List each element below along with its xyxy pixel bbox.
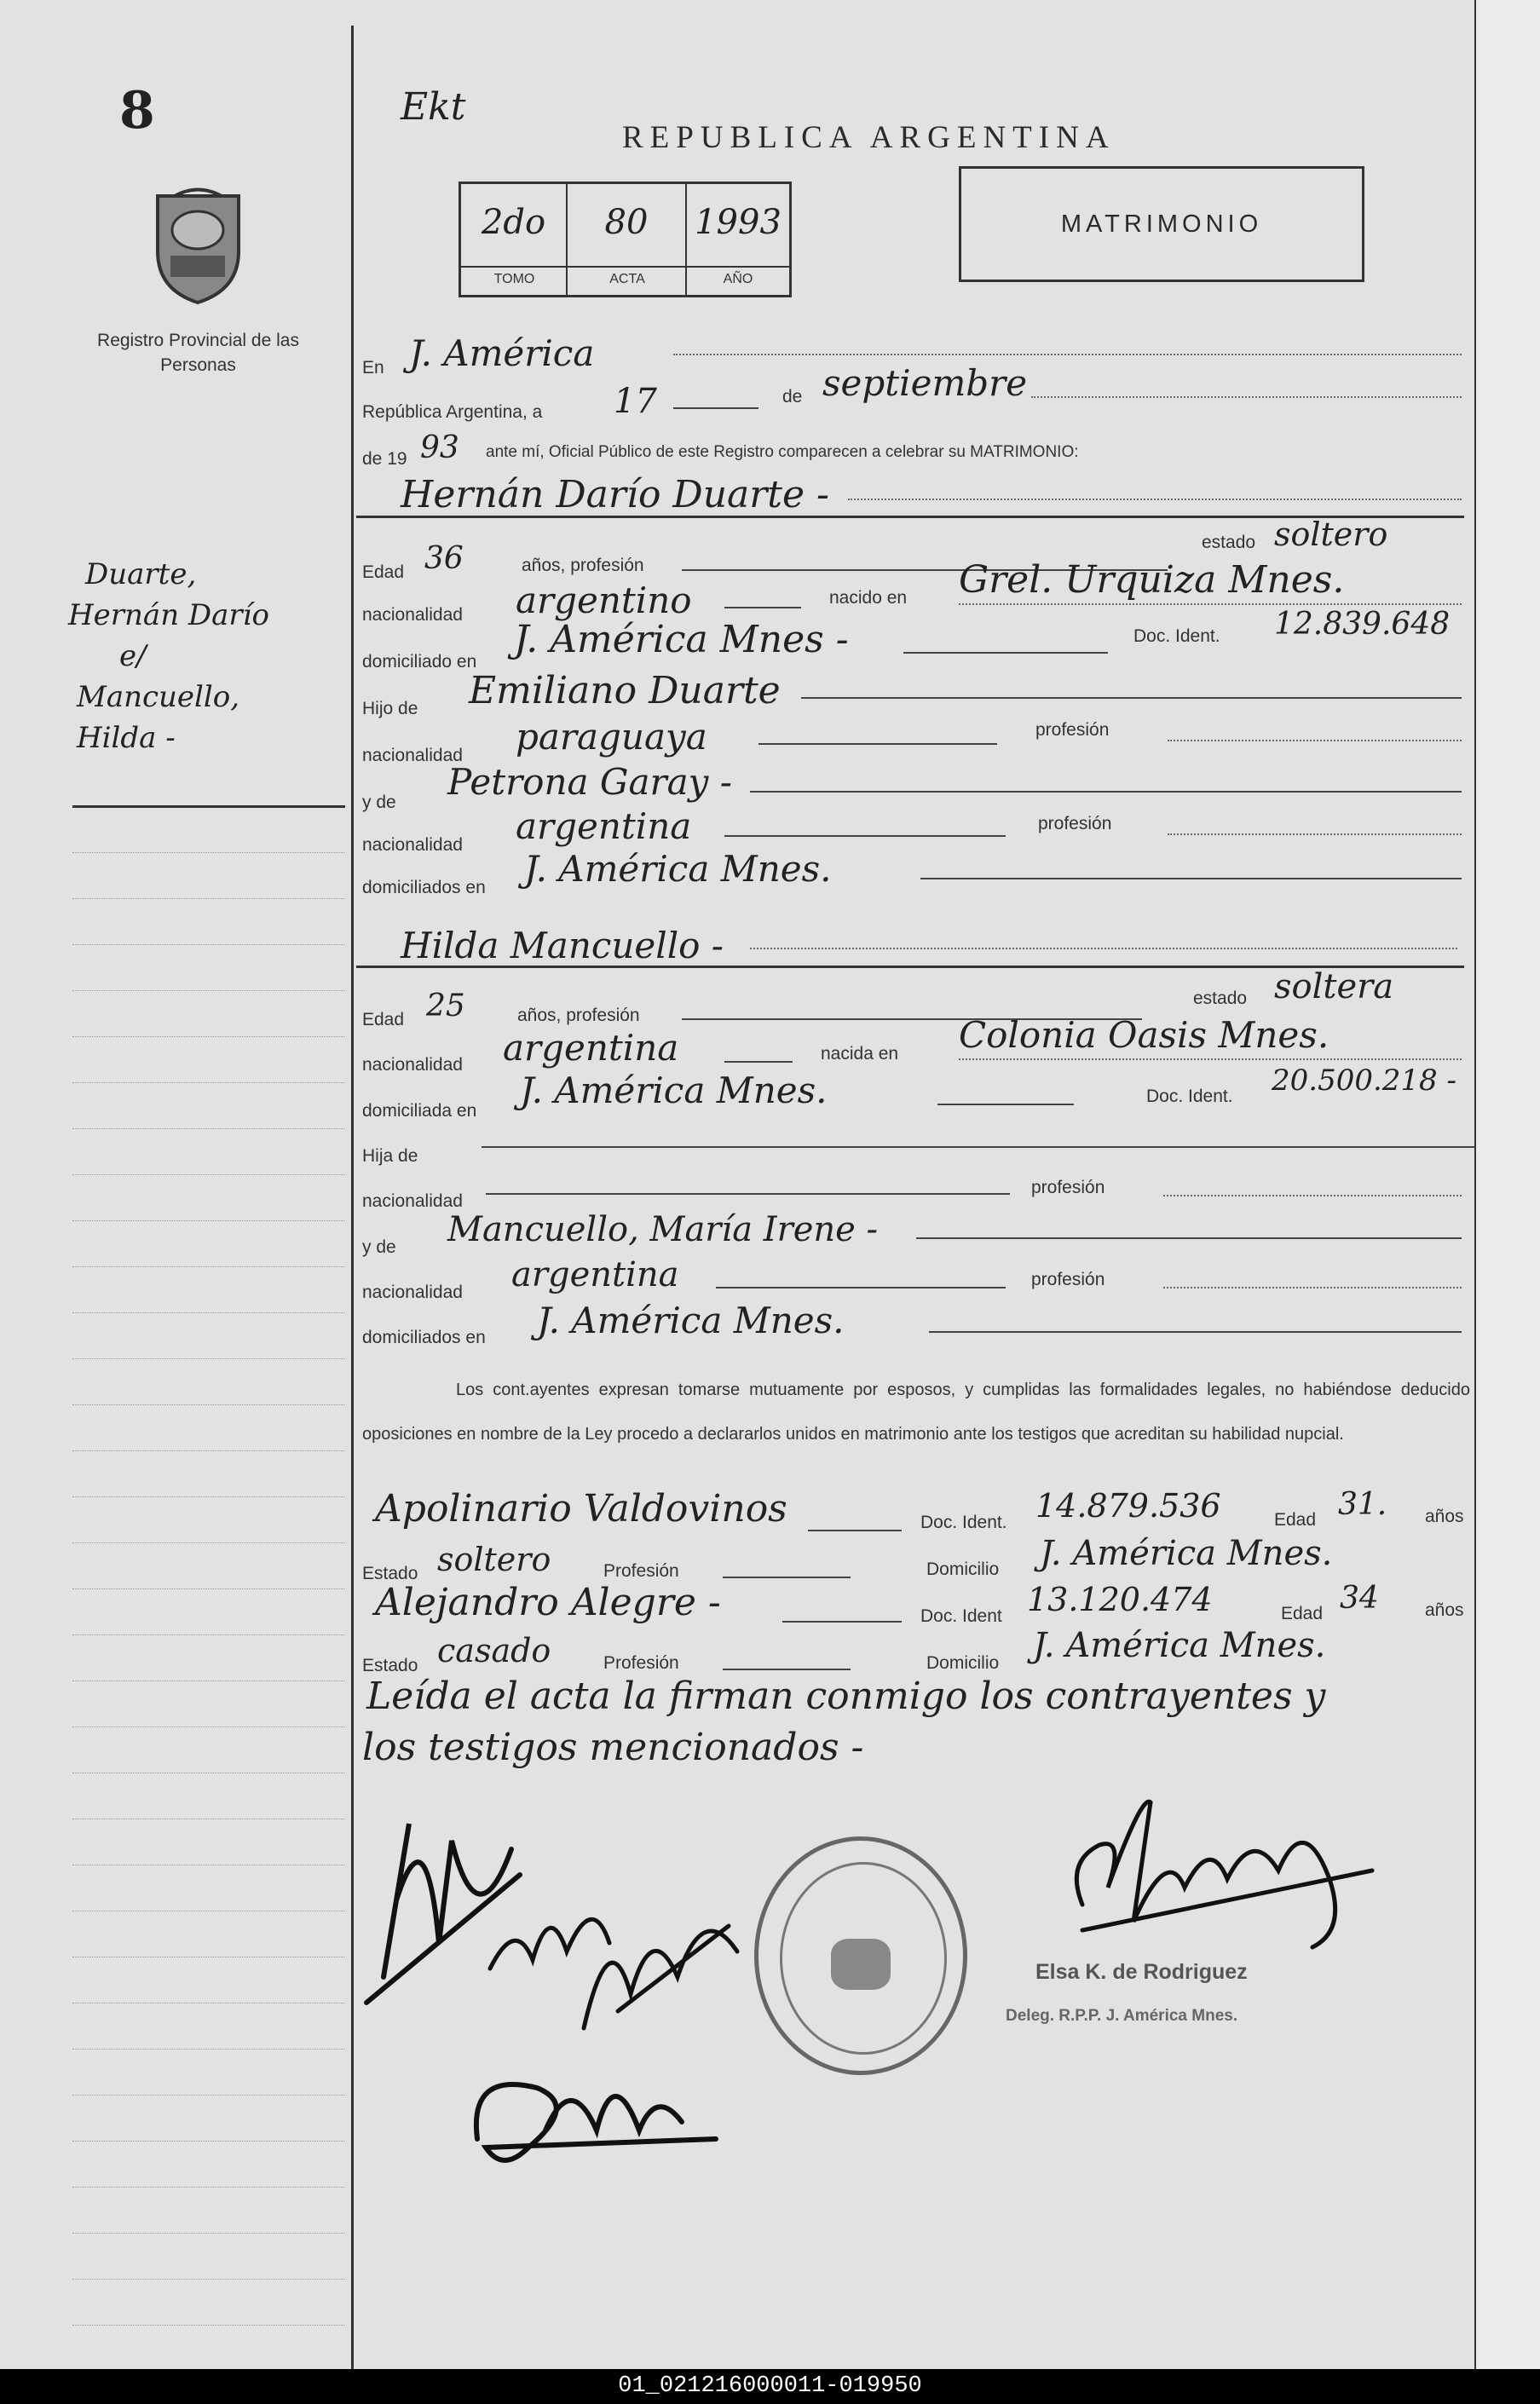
margin-ruled-line (72, 1036, 345, 1037)
groom-father-profesion-label: profesión (1035, 720, 1110, 740)
witness1-estado-label: Estado (362, 1564, 418, 1583)
bride-mother-nac: argentina (511, 1255, 679, 1294)
witness1-estado: soltero (437, 1541, 551, 1578)
groom-y-de-label: y de (362, 793, 396, 812)
margin-rule (351, 26, 354, 2369)
month-value: septiembre (822, 362, 1028, 404)
groom-anos-profesion-label: años, profesión (522, 556, 644, 575)
groom-edad-label: Edad (362, 562, 405, 582)
margin-note-line: Hilda - (77, 721, 176, 755)
margin-note-line: e/ (119, 639, 147, 673)
bride-estado-label: estado (1193, 989, 1248, 1008)
margin-ruled-line (72, 1174, 345, 1175)
margin-ruled-line (72, 2095, 345, 2096)
margin-ruled-line (72, 1496, 345, 1497)
republica-label: República Argentina, a (362, 402, 543, 422)
groom-nac-label: nacionalidad (362, 605, 463, 625)
bride-domiciliados-label: domiciliados en (362, 1328, 486, 1347)
groom-domiciliado-label: domiciliado en (362, 652, 477, 672)
acta-value: 80 (604, 203, 649, 242)
margin-ruled-line (72, 1220, 345, 1221)
margin-note-line: Mancuello, (77, 680, 240, 714)
margin-ruled-line (72, 1680, 345, 1681)
margin-ruled-line (72, 2187, 345, 2188)
record-type-box: MATRIMONIO (959, 166, 1364, 282)
ano-value: 1993 (695, 203, 782, 242)
groom-nacido: Grel. Urquiza Mnes. (959, 558, 1345, 602)
en-label: En (362, 358, 384, 378)
officer-name: Elsa K. de Rodriguez (1035, 1960, 1248, 1984)
groom-mother-nac: argentina (516, 805, 692, 847)
witness1-doc-label: Doc. Ident. (920, 1513, 1007, 1532)
groom-parents-domicilio: J. América Mnes. (524, 848, 832, 890)
margin-ruled-line (72, 852, 345, 853)
witness2-doc: 13.120.474 (1027, 1581, 1213, 1618)
margin-ruled-line (72, 2325, 345, 2326)
ano-label: AÑO (723, 272, 753, 286)
witness2-domicilio: J. América Mnes. (1033, 1626, 1326, 1665)
witness1-edad-label: Edad (1274, 1510, 1317, 1530)
margin-ruled-line (72, 1082, 345, 1083)
bride-mother: Mancuello, María Irene - (447, 1210, 879, 1249)
page-edge (1474, 0, 1540, 2369)
bride-name: Hilda Mancuello - (401, 925, 724, 966)
margin-ruled-line (72, 944, 345, 945)
groom-estado: soltero (1274, 516, 1388, 553)
witness2-profesion-label: Profesión (603, 1653, 679, 1673)
groom-father: Emiliano Duarte (469, 669, 781, 712)
bride-edad-label: Edad (362, 1010, 405, 1029)
witness1-anos-label: años (1425, 1507, 1464, 1526)
witness-signature (460, 2037, 741, 2182)
page-number: 8 (119, 81, 155, 141)
witness2-anos-label: años (1425, 1600, 1464, 1620)
margin-ruled-line (72, 1128, 345, 1129)
bride-nacionalidad2-label: nacionalidad (362, 1191, 463, 1211)
margin-note-line: Duarte, (85, 557, 197, 591)
bride-mother-nac-label: nacionalidad (362, 1283, 463, 1302)
margin-ruled-line (72, 898, 345, 899)
margin-ruled-line (72, 1266, 345, 1267)
margin-ruled-line (72, 2141, 345, 2142)
groom-doc-label: Doc. Ident. (1133, 626, 1220, 646)
witness2-edad: 34 (1340, 1581, 1379, 1616)
margin-ruled-line (72, 1542, 345, 1543)
bride-signature (482, 1866, 754, 2045)
groom-father-nac: paraguaya (516, 716, 707, 758)
witness2-estado-label: Estado (362, 1656, 418, 1675)
margin-ruled-line (72, 1358, 345, 1359)
groom-estado-label: estado (1202, 533, 1256, 552)
tomo-acta-ano-box (459, 182, 792, 297)
registry-name: Registro Provincial de las Personas (97, 331, 299, 375)
bride-parents-domicilio: J. América Mnes. (537, 1300, 845, 1341)
margin-note-line: Hernán Darío (68, 598, 270, 632)
witness1-domicilio: J. América Mnes. (1040, 1534, 1333, 1573)
groom-domiciliados-label: domiciliados en (362, 878, 486, 897)
groom-doc: 12.839.648 (1274, 607, 1451, 642)
bride-anos-profesion-label: años, profesión (517, 1006, 640, 1025)
bride-doc: 20.500.218 - (1272, 1064, 1456, 1098)
header-note: Ekt (401, 85, 466, 129)
de-label: de (782, 387, 803, 406)
country-title: REPUBLICA ARGENTINA (622, 120, 1116, 155)
witness2-domicilio-label: Domicilio (926, 1653, 1000, 1673)
bride-nacionalidad: argentina (503, 1027, 679, 1069)
closing-line-1: Leída el acta la firman conmigo los contrayentes y (366, 1675, 1326, 1718)
bride-father-profesion-label: profesión (1031, 1178, 1105, 1197)
witness1-domicilio-label: Domicilio (926, 1559, 1000, 1579)
margin-ruled-line (72, 2233, 345, 2234)
groom-nacido-label: nacido en (829, 588, 908, 608)
margin-ruled-line (72, 1450, 345, 1451)
footer-id: 01_021216000011-019950 (0, 2369, 1540, 2404)
bride-nacida-label: nacida en (821, 1044, 899, 1064)
bride-mother-profesion-label: profesión (1031, 1270, 1105, 1289)
bride-domicilio: J. América Mnes. (520, 1069, 828, 1111)
witness1-profesion-label: Profesión (603, 1561, 679, 1581)
acta-label: ACTA (609, 272, 645, 286)
bride-y-de-label: y de (362, 1237, 396, 1257)
groom-mother-nac-label: nacionalidad (362, 835, 463, 855)
groom-name: Hernán Darío Duarte - (401, 473, 829, 516)
bride-domiciliada-label: domiciliada en (362, 1101, 477, 1121)
province-coat-of-arms-icon (141, 183, 256, 307)
official-seal (754, 1836, 967, 2075)
margin-divider (72, 805, 345, 808)
groom-hijo-label: Hijo de (362, 699, 418, 718)
margin-ruled-line (72, 990, 345, 991)
margin-note (68, 554, 324, 758)
year-prefix: de 19 (362, 449, 407, 469)
tomo-label: TOMO (493, 272, 535, 286)
groom-edad: 36 (424, 541, 464, 576)
groom-mother-profesion-label: profesión (1038, 814, 1112, 833)
witness2-name: Alejandro Alegre - (375, 1581, 721, 1624)
bride-hija-label: Hija de (362, 1146, 418, 1166)
groom-domicilio: J. América Mnes - (514, 618, 849, 661)
bride-edad: 25 (426, 989, 465, 1023)
tomo-value: 2do (481, 203, 546, 242)
bride-estado: soltera (1274, 967, 1394, 1006)
closing-line-2: los testigos mencionados - (362, 1726, 864, 1769)
witness1-doc: 14.879.536 (1035, 1487, 1221, 1525)
margin-ruled-line (72, 1634, 345, 1635)
officer-signature (1048, 1777, 1389, 1964)
place-value: J. América (409, 332, 595, 374)
witness1-name: Apolinario Valdovinos (375, 1487, 787, 1531)
officer-title: Deleg. R.P.P. J. América Mnes. (1006, 2007, 1238, 2025)
witness2-edad-label: Edad (1281, 1604, 1324, 1623)
witness2-estado: casado (437, 1632, 551, 1669)
margin-ruled-line (72, 1312, 345, 1313)
seal-emblem-icon (831, 1939, 891, 1990)
groom-mother: Petrona Garay - (447, 761, 732, 803)
margin-ruled-line (72, 1588, 345, 1589)
declaration-text: Los cont.ayentes expresan tomarse mutuamente por esposos, y cumplidas las formalidades legales, no habiéndose deducido oposiciones en nombre de la Ley procedo a declararlos unidos en matrimonio ante los testigos que acreditan su habilidad nupcial. (362, 1381, 1470, 1444)
day-value: 17 (614, 382, 657, 421)
groom-nacionalidad: argentino (516, 579, 692, 621)
margin-ruled-line (72, 2279, 345, 2280)
groom-father-nac-label: nacionalidad (362, 746, 463, 765)
bride-nacida: Colonia Oasis Mnes. (959, 1014, 1329, 1056)
bride-nac-label: nacionalidad (362, 1055, 463, 1075)
bride-doc-label: Doc. Ident. (1146, 1087, 1233, 1106)
margin-ruled-line (72, 1404, 345, 1405)
witness2-doc-label: Doc. Ident (920, 1606, 1002, 1626)
intro-statement: ante mí, Oficial Público de este Registro comparecen a celebrar su MATRIMONIO: (486, 443, 1079, 461)
witness1-edad: 31. (1338, 1487, 1387, 1522)
year-value: 93 (420, 430, 459, 465)
